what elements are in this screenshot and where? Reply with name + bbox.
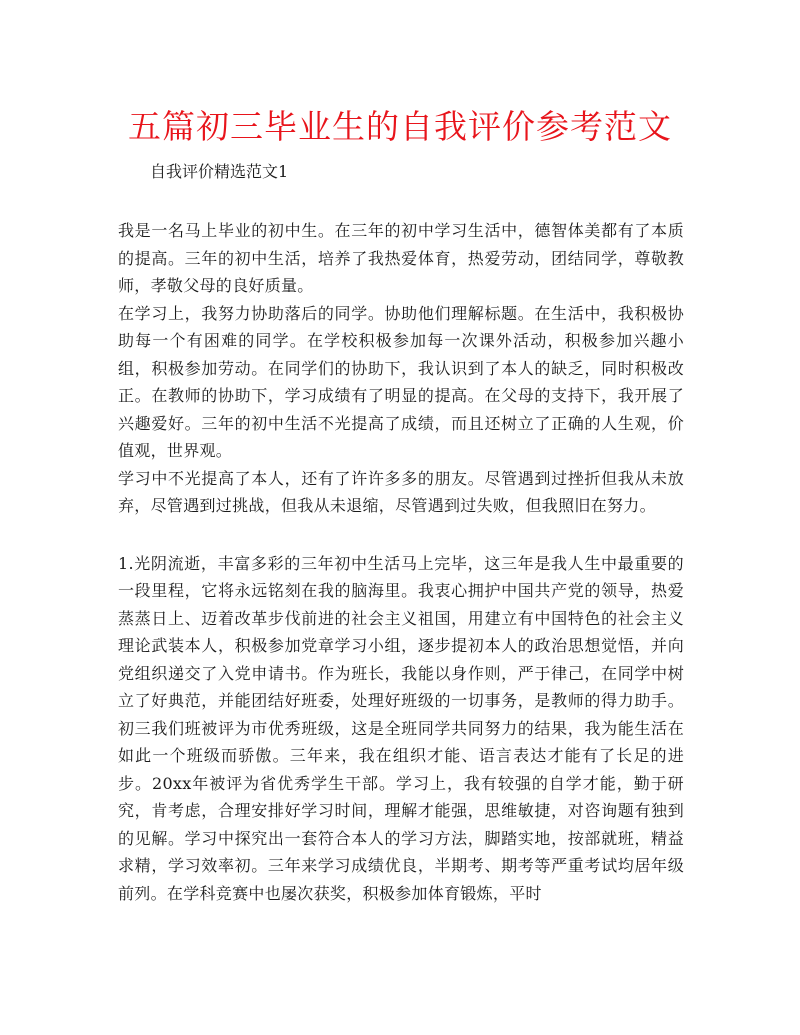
section-subtitle: 自我评价精选范文1 bbox=[150, 162, 289, 181]
paragraph-spacer bbox=[118, 520, 684, 550]
paragraph-friends: 学习中不光提高了本人，还有了许许多多的朋友。尽管遇到过挫折但我从未放弃，尽管遇到过挑战，但我从未退缩，尽管遇到过失败，但我照旧在努力。 bbox=[118, 468, 684, 515]
document-title: 五篇初三毕业生的自我评价参考范文 bbox=[128, 107, 672, 146]
paragraph-numbered-1: 1.光阴流逝，丰富多彩的三年初中生活马上完毕，这三年是我人生中最重要的一段里程，它将永远铭刻在我的脑海里。我衷心拥护中国共产党的领导，热爱蒸蒸日上、迈着改革步伐前进的社会主义祖国，用建立有中国特色的社会主义理论武装本人，积极参加党章学习小组，逐步提初本人的政治思想觉悟，并向党组织递交了入党申请书。作为班长，我能以身作则，严于律己，在同学中树立了好典范，并能团结好班委，处理好班级的一切事务，是教师的得力助手。初三我们班被评为市优秀班级，这是全班同学共同努力的结果，我为能生活在如此一个班级而骄傲。三年来，我在组织才能、语言表达才能有了长足的进步。20xx年被评为省优秀学生干部。学习上，我有较强的自学才能，勤于研究，肯考虑，合理安排好学习时间，理解才能强，思维敏捷，对咨询题有独到的见解。学习中探究出一套符合本人的学习方法，脚踏实地，按部就班，精益求精，学习效率初。三年来学习成绩优良，半期考、期考等严重考试均居年级前列。在学科竞赛中也屡次获奖，积极参加体育锻炼，平时 bbox=[118, 553, 684, 903]
paragraph-study: 在学习上，我努力协助落后的同学。协助他们理解标题。在生活中，我积极协助每一个有困难的同学。在学校积极参加每一次课外活动，积极参加兴趣小组，积极参加劳动。在同学们的协助下，我认识到了本人的缺乏，同时积极改正。在教师的协助下，学习成绩有了明显的提高。在父母的支持下，我开展了兴趣爱好。三年的初中生活不光提高了成绩，而且还树立了正确的人生观，价值观，世界观。 bbox=[118, 303, 684, 460]
document-body bbox=[118, 217, 684, 907]
paragraph-intro: 我是一名马上毕业的初中生。在三年的初中学习生活中，德智体美都有了本质的提高。三年的初中生活，培养了我热爱体育，热爱劳动，团结同学，尊敬教师，孝敬父母的良好质量。 bbox=[118, 221, 684, 295]
